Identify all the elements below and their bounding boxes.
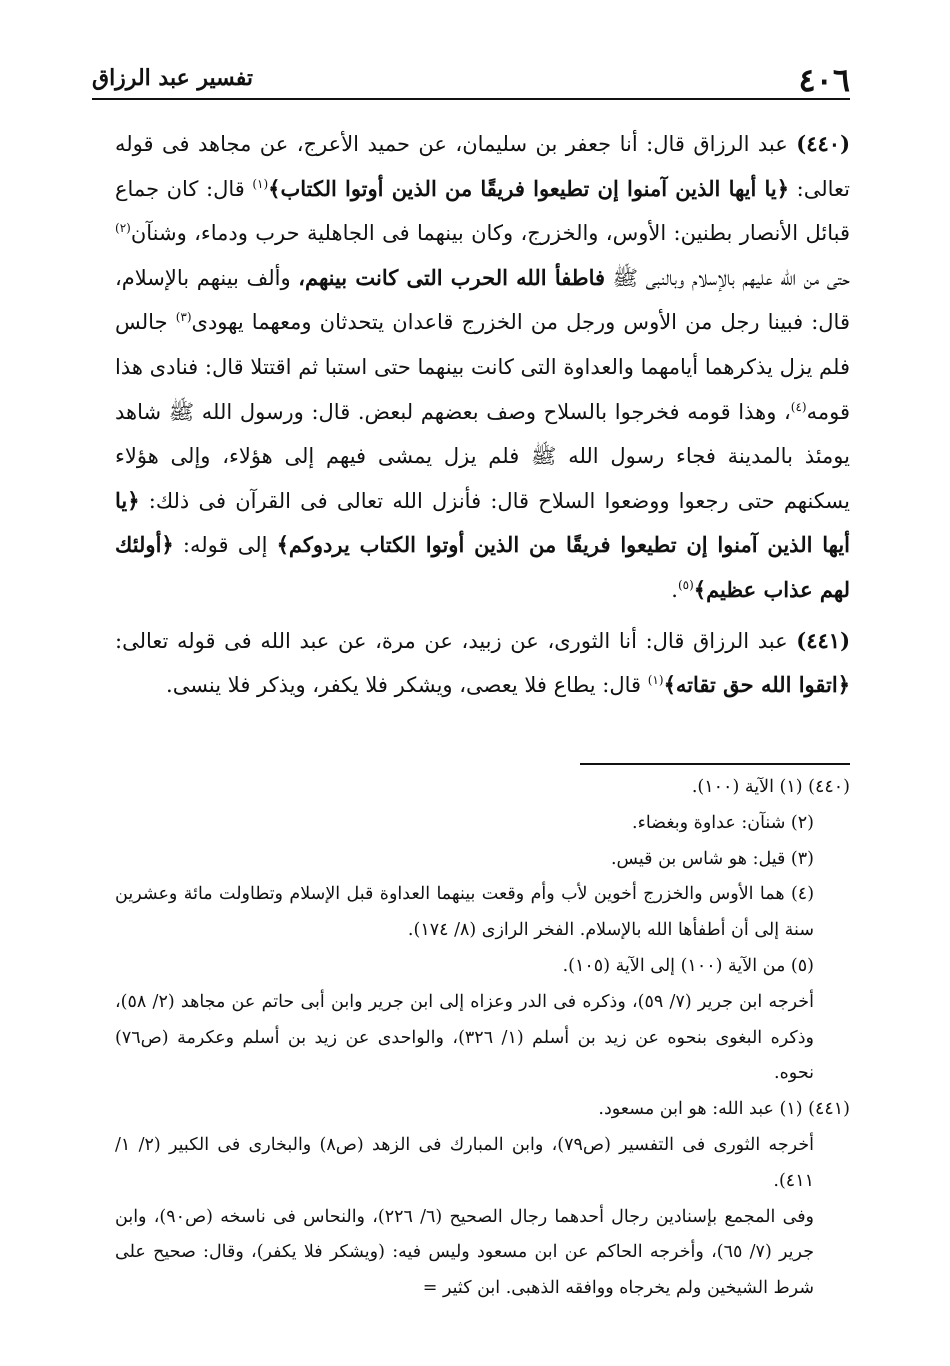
footnote-ref: (٤)	[790, 399, 807, 414]
hadith-number: (٤٤١)	[796, 627, 850, 653]
footnote-ref: (٣)	[175, 310, 192, 325]
hadith-number: (٤٤٠)	[796, 131, 850, 156]
footnote: (٤) هما الأوس والخزرج أخوين لأب وأم وقعت بينهما العداوة قبل الإسلام وتطاولت مائة وعشرين سنة إلى أن أطفأها الله بالإسلام. الفخر الرازى (٨/ ١٧٤).	[115, 884, 815, 941]
footnotes	[115, 770, 850, 1307]
paragraph-text: وألف بينهم بالإسلام، قال: فبينا رجل من الأوس ورجل من الخزرج قاعدان يتحدثان ومعهما يهودى	[115, 265, 850, 335]
paragraph-text: إلى قوله:	[173, 533, 277, 558]
footnote: أخرجه الثورى فى التفسير (ص٧٩)، وابن المبارك فى الزهد (ص٨) والبخارى فى الكبير (٢/ ١/ ٤١١).	[115, 1134, 814, 1191]
paragraph-text: ، وهذا قومه فخرجوا بالسلاح وصف بعضهم لبعض. قال: ورسول الله ﷺ شاهد يومئذ بالمدينة فجاء رسول الله ﷺ فلم يزل يمشى فيهم إلى هؤلاء، وإلى هؤلاء يسكنهم حتى رجعوا ووضعوا السلاح قال: فأنزل الله تعالى فى القرآن فى ذلك:	[115, 399, 850, 513]
footnote: (٥) من الآية (١٠٠) إلى الآية (١٠٥).	[562, 955, 814, 976]
quran-verse: ﴿اتقوا الله حق تقاته﴾	[663, 672, 850, 698]
running-head: تفسير عبد الرزاق	[92, 65, 254, 91]
paragraph-text: جالس فلم يزل يذكرهما أيامهما والعداوة التى كانت بينهما حتى استبا ثم اقتتلا قال: فنادى هذا قومه	[115, 310, 850, 424]
quran-verse: ﴿يا أيها الذين آمنوا إن تطيعوا فريقًا من الذين أوتوا الكتاب يردوكم﴾	[115, 487, 850, 558]
footnote: (٢) شنآن: عداوة وبغضاء.	[632, 812, 814, 833]
paragraph-text: قال: كان جماع قبائل الأنصار بطنين: الأوس، والخزرج، وكان بينهما فى الجاهلية حرب ودماء، وشنآن	[115, 176, 850, 246]
main-text	[115, 122, 850, 714]
footnote: وفى المجمع بإسنادين رجال أحدهما رجال الصحيح (٦/ ٢٢٦)، والنحاس فى ناسخه (ص٩٠)، وابن جرير (٧/ ٦٥)، وأخرجه الحاكم عن ابن مسعود وليس فيه: (ويشكر فلا يكفر)، وقال: صحيح على شرط الشيخين ولم يخرجاه ووافقه الذهبى. ابن كثير =	[115, 1206, 815, 1299]
footnote: أخرجه ابن جرير (٧/ ٥٩)، وذكره فى الدر وعزاه إلى ابن جرير وابن أبى حاتم عن مجاهد (٢/ ٥٨)، وذكره البغوى بنحوه عن زيد بن أسلم (١/ ٣٢٦)، والواحدى عن زيد بن أسلم وعكرمة (ص٧٦) نحوه.	[115, 991, 814, 1084]
page-number: ٤٠٦	[798, 61, 850, 99]
footnote: (٤٤١) (١) عبد الله: هو ابن مسعود.	[598, 1099, 850, 1120]
footnote-ref: (٥)	[677, 577, 694, 592]
footnote-divider	[580, 763, 850, 765]
paragraph-text: .	[671, 577, 678, 602]
emphasis-text: فاطفأ الله الحرب التى كانت بينهم،	[298, 264, 606, 290]
footnote: (٤٤٠) (١) الآية (١٠٠).	[691, 777, 850, 797]
paragraph-text: حتى من الله عليهم بالإسلام وبالنبى ﷺ	[605, 265, 851, 290]
quran-verse: ﴿أولئك لهم عذاب عظيم﴾	[115, 532, 850, 602]
footnote-ref: (٢)	[115, 221, 131, 236]
footnote-ref: (١)	[647, 673, 664, 688]
paragraph-441	[115, 619, 850, 708]
paragraph-text: عبد الرزاق قال: أنا الثورى، عن زبيد، عن مرة، عن عبد الله فى قوله تعالى:	[115, 628, 797, 653]
footnote-ref: (١)	[252, 176, 269, 191]
footnote: (٣) قيل: هو شاس بن قيس.	[610, 848, 814, 869]
quran-verse: ﴿يا أيها الذين آمنوا إن تطيعوا فريقًا من الذين أوتوا الكتاب﴾	[268, 175, 790, 201]
paragraph-text: عبد الرزاق قال: أنا جعفر بن سليمان، عن حميد الأعرج، عن مجاهد فى قوله تعالى:	[115, 132, 850, 201]
page-header	[92, 50, 850, 100]
paragraph-440	[115, 122, 850, 613]
paragraph-text: قال: يطاع فلا يعصى، ويشكر فلا يكفر، ويذكر فلا ينسى.	[166, 673, 648, 698]
